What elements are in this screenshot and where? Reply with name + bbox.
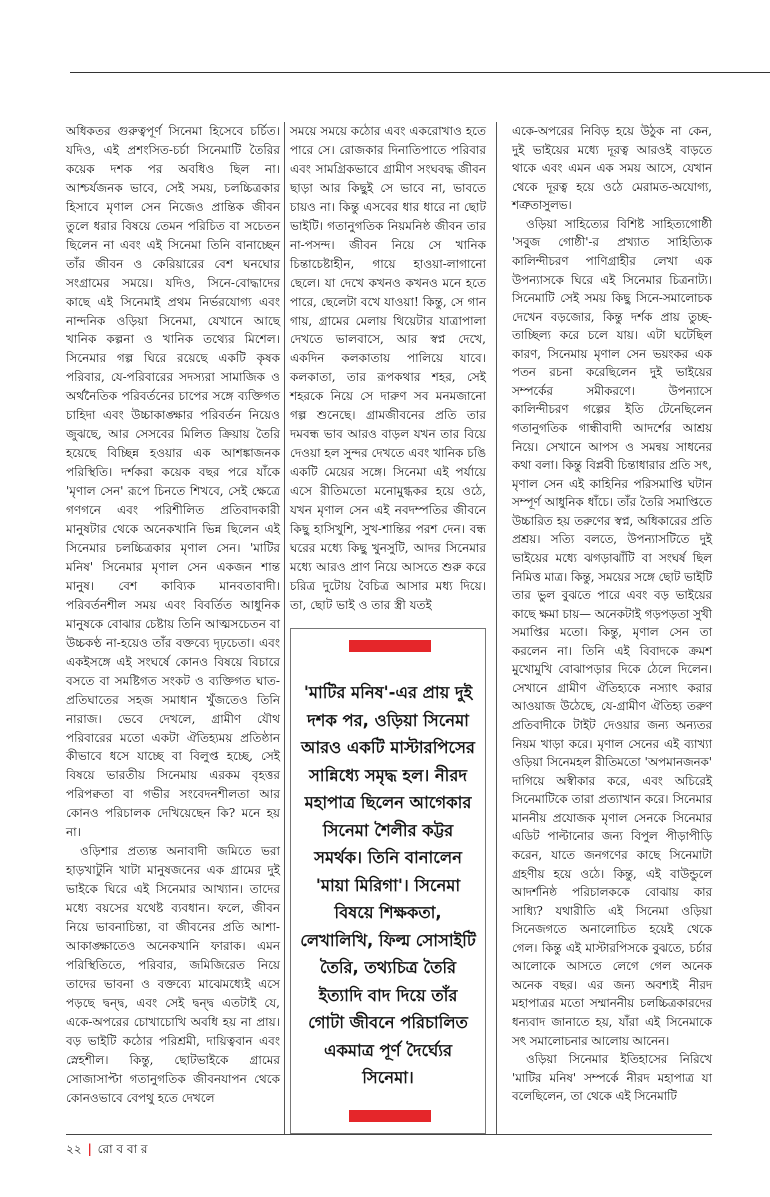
paragraph: ওড়িয়া সাহিত্যের বিশিষ্ট সাহিত্যগোষ্ঠী 'সবুজ গোষ্ঠী'-র প্রখ্যাত সাহিত্যিক কালিন্দীচরণ পাণিগ্রাহীর লেখা এক উপন্যাসকে ঘিরে এই সিনেমার চিত্রনাট্য। সিনেমাটি সেই সময় কিছু সিনে-সমালোচক দেখেন বড়জোর, কিন্তু দর্শক প্রায় তুচ্ছ-তাচ্ছিল্য করে চলে যায়। এটা ঘটেছিল কারণ, সিনেমায় মৃণাল সেন ভয়ংকর এক পতন রচনা করেছিলেন দুই ভাইয়ের সম্পর্কের সমীকরণে। উপন্যাসে কালিন্দীচরণ গল্পের ইতি টেনেছিলেন গতানুগতিক গান্ধীবাদী আদর্শের আশ্রয় নিয়ে। সেখানে আপস ও সমন্বয় সাধনের কথা বলা। কিন্তু বিপ্লবী চিন্তাধারার প্রতি সৎ, মৃণাল সেন এই কাহিনির পরিসমাপ্তি ঘটান সম্পূর্ণ আধুনিক ধাঁচে। তাঁর তৈরি সমাপ্তিতে উচ্চারিত হয় তরুণের স্বপ্ন, অধিকারের প্রতি প্রশ্রয়। সত্যি বলতে, উপন্যাসটিতে দুই ভাইয়ের মধ্যে ঝগড়াঝাঁটি বা সংঘর্ষ ছিল নিমিত্ত মাত্র। কিন্তু, সময়ের সঙ্গে ছোট ভাইটি তার ভুল বুঝতে পারে এবং বড় ভাইয়ের কাছে ক্ষমা চায়— অনেকটাই গড়পড়তা সুখী সমাপ্তির মতো। কিন্তু, মৃণাল সেন তা করলেন না। তিনি এই বিবাদকে ক্রমশ মুখোমুখি বোঝাপড়ার দিকে ঠেলে দিলেন। সেখানে গ্রামীণ ঐতিহ্যকে নস্যাৎ করার আওয়াজ উঠেছে, যে-গ্রামীণ ঐতিহ্য তরুণ প্রতিবাদীকে টাইট দেওয়ার জন্য অন্যতর নিয়ম খাড়া করে। মৃণাল সেনের এই ব্যাখ্যা ওড়িয়া সিনেমহল রীতিমতো 'অপমানজনক' দাগিয়ে অস্বীকার করে, এবং অচিরেই সিনেমাটিকে তারা প্রত্যাখান করে। সিনেমার মাননীয় প্রযোজক মৃণাল সেনকে সিনেমার এডিট পাল্টানোর জন্য বিপুল পীড়াপীড়ি করেন, যাতে জনগণের কাছে সিনেমাটা গ্রহণীয় হয়ে ওঠে। কিন্তু, এই বাউন্ডুলে আদর্শনিষ্ঠ পরিচালককে বোঝায় কার সাধ্যি? যথারীতি এই সিনেমা ওড়িয়া সিনেজগতে অনালোচিত হয়েই থেকে গেল। কিন্তু এই মাস্টারপিসকে বুঝতে, চর্চার আলোকে আসতে লেগে গেল অনেক অনেক বছর। এর জন্য অবশ্যই নীরদ মহাপাত্রর মতো সম্মাননীয় চলচ্চিত্রকারদের ধন্যবাদ জানাতে হয়, যাঁরা এই সিনেমাকে সৎ সমালোচনার আলোয় আনেন।	[512, 216, 712, 1048]
column-divider	[284, 122, 285, 1134]
paragraph: অধিকতর গুরুত্বপূর্ণ সিনেমা হিসেবে চর্চিত। যদিও, এই প্রশংসিত-চর্চা সিনেমাটি তৈরির কয়েক দশক পর অবধিও ছিল না। আশ্চর্যজনক ভাবে, সেই সময়, চলচ্চিত্রকার হিসাবে মৃণাল সেন নিজেও প্রান্তিক জীবন তুলে ধরার বিষয়ে তেমন পরিচিত বা সচেতন ছিলেন না এবং এই সিনেমা তিনি বানাচ্ছেন তাঁর জীবন ও কেরিয়ারের বেশ ঘনঘোর সংগ্রামের সময়ে। যদিও, সিনে-বোদ্ধাদের কাছে এই সিনেমাই প্রথম নির্ভরযোগ্য এবং নান্দনিক ওড়িয়া সিনেমা, যেখানে আছে খানিক কল্পনা ও খানিক তথ্যের মিশেল। সিনেমার গল্প ঘিরে রয়েছে একটি কৃষক পরিবার, যে-পরিবারের সদস্যরা সামাজিক ও অর্থনৈতিক পরিবর্তনের চাপের সঙ্গে ব্যক্তিগত চাহিদা এবং উচ্চাকাঙ্ক্ষার পরিবর্তন নিয়েও জুঝছে, আর সেসবের মিলিত ক্রিয়ায় তৈরি হয়েছে বিচ্ছিন্ন হওয়ার এক আশঙ্কাজনক পরিস্থিতি। দর্শকরা কয়েক বছর পরে যাঁকে 'মৃণাল সেন' রূপে চিনতে শিখবে, সেই ক্ষেত্রে গণগনে এবং পরিশীলিত প্রতিবাদকারী মানুষটার থেকে অনেকখানি ভিন্ন ছিলেন এই সিনেমার চলচ্চিত্রকার মৃণাল সেন। 'মাটির মনিষ' সিনেমার মৃণাল সেন একজন শান্ত মানুষ। বেশ কাব্যিক মানবতাবাদী। পরিবর্তনশীল সময় এবং বিবর্তিত আধুনিক মানুষকে বোঝার চেষ্টায় তিনি আত্মসচেতন বা উচ্চকণ্ঠ না-হয়েও তাঁর বক্তব্যে দৃঢ়চেতা। এবং একইসঙ্গে এই সংঘর্ষে কোনও বিষয়ে বিচারে বসতে বা সমষ্টিগত সংকট ও ব্যক্তিগত ঘাত-প্রতিঘাতের সহজ সমাধান খুঁজতেও তিনি নারাজ। ভেবে দেখলে, গ্রামীণ যৌথ পরিবারের মতো একটা ঐতিহ্যময় প্রতিষ্ঠান কীভাবে ধসে যাচ্ছে বা বিলুপ্ত হচ্ছে, সেই বিষয়ে ভারতীয় সিনেমায় এরকম বৃহত্তর পরিপক্বতা বা গভীর সংবেদনশীলতা আর কোনও পরিচালক দেখিয়েছেন কি? মনে হয় না।	[66, 124, 280, 840]
footer-rule	[66, 1134, 712, 1135]
pull-quote-text: 'মাটির মনিষ'-এর প্রায় দুই দশক পর, ওড়িয়া সিনেমা আরও একটি মাস্টারপিসের সান্নিধ্যে সমৃদ্ধ হল। নীরদ মহাপাত্র ছিলেন আগেকার সিনেমা শৈলীর কট্টর সমর্থক। তিনি বানালেন 'মায়া মিরিগা'। সিনেমা বিষয়ে শিক্ষকতা, লেখালিখি, ফিল্ম সোসাইটি তৈরি, তথ্যচিত্র তৈরি ইত্যাদি বাদ দিয়ে তাঁর গোটা জীবনে পরিচালিত একমাত্র পূর্ণ দৈর্ঘ্যের সিনেমা।	[300, 683, 476, 1087]
pull-quote-top-bar	[349, 640, 431, 652]
magazine-name: রো ব বা র	[97, 1142, 148, 1156]
article-column-1	[66, 122, 280, 1108]
footer-separator: |	[87, 1142, 92, 1156]
article-column-2	[290, 122, 486, 615]
pull-quote-bottom-bar	[349, 1110, 431, 1122]
paragraph: ওড়িশার প্রত্যন্ত অনাবাদী জমিতে ভরা হাড়খাটুনি খাটা মানুষজনের এক গ্রামের দুই ভাইকে ঘিরে এই সিনেমার আখ্যান। তাদের মধ্যে বয়সের যথেষ্ট ব্যবধান। ফলে, জীবন নিয়ে ভাবনাচিন্তা, বা জীবনের প্রতি আশা-আকাঙ্ক্ষাতেও অনেকখানি ফারাক। এমন পরিস্থিতিতে, পরিবার, জমিজিরেত নিয়ে তাদের ভাবনা ও বক্তব্যে মাঝেমধ্যেই এসে পড়ছে দ্বন্দ্ব, এবং সেই দ্বন্দ্ব এতটাই যে, একে-অপরের চোখাচোখি অবধি হয় না প্রায়। বড় ভাইটি কঠোর পরিশ্রমী, দায়িত্ববান এবং স্নেহশীল। কিন্তু, ছোটভাইকে গ্রামের সোজাসাপ্টা গতানুগতিক জীবনযাপন থেকে কোনওভাবে বেপথু হতে দেখলে	[66, 844, 280, 1105]
top-rule	[70, 72, 770, 73]
pull-quote-box	[290, 628, 486, 1134]
paragraph: একে-অপরের নিবিড় হয়ে উঠুক না কেন, দুই ভাইয়ের মধ্যে দূরত্ব আরওই বাড়তে থাকে এবং এমন এক সময় আসে, যেখান থেকে দূরত্ব হয়ে ওঠে মেরামত-অযোগ্য, শত্রুতাসুলভ।	[512, 124, 712, 213]
article-column-3	[512, 122, 712, 1106]
page-number: ২২	[66, 1142, 82, 1156]
page-footer	[66, 1141, 148, 1161]
column-divider	[496, 122, 497, 1134]
paragraph: সময়ে সময়ে কঠোর এবং একরোখাও হতে পারে সে। রোজকার দিনাতিপাতে পরিবার এবং সামগ্রিকভাবে গ্রামীণ সংঘবদ্ধ জীবন ছাড়া আর কিছুই সে ভাবে না, ভাবতে চায়ও না। কিন্তু এসবের ধার ধারে না ছোট ভাইটি। গতানুগতিক নিয়মনিষ্ঠ জীবন তার না-পসন্দ। জীবন নিয়ে সে খানিক চিন্তাচেষ্টাহীন, গায়ে হাওয়া-লাগানো ছেলে। যা দেখে কখনও কখনও মনে হতে পারে, ছেলেটা বখে যাওয়া! কিন্তু, সে গান গায়, গ্রামের মেলায় থিয়েটার যাত্রাপালা দেখতে ভালবাসে, আর স্বপ্ন দেখে, একদিন কলকাতায় পালিয়ে যাবে। কলকাতা, তার রূপকথার শহর, সেই শহরকে নিয়ে সে দারুণ সব মনমজানো গল্প শুনেছে। গ্রামজীবনের প্রতি তার দমবন্ধ ভাব আরও বাড়ল যখন তার বিয়ে দেওয়া হল সুন্দর দেখতে এবং খানিক চঙি একটি মেয়ের সঙ্গে। সিনেমা এই পর্যায়ে এসে রীতিমতো মনোমুগ্ধকর হয়ে ওঠে, যখন মৃণাল সেন এই নবদম্পতির জীবনে কিছু হাসিখুশি, সুখ-শান্তির পরশ দেন। বন্ধ ঘরের মধ্যে কিছু খুনসুটি, আদর সিনেমার মধ্যে আরও প্রাণ নিয়ে আসতে শুরু করে চরিত্র দুটোয় বৈচিত্র আসার মধ্য দিয়ে। তা, ছোট ভাই ও তার স্ত্রী যতই	[290, 124, 486, 612]
paragraph: ওড়িয়া সিনেমার ইতিহাসের নিরিখে 'মাটির মনিষ' সম্পর্কে নীরদ মহাপাত্র যা বলেছিলেন, তা থেকে এই সিনেমাটি	[512, 1052, 712, 1104]
